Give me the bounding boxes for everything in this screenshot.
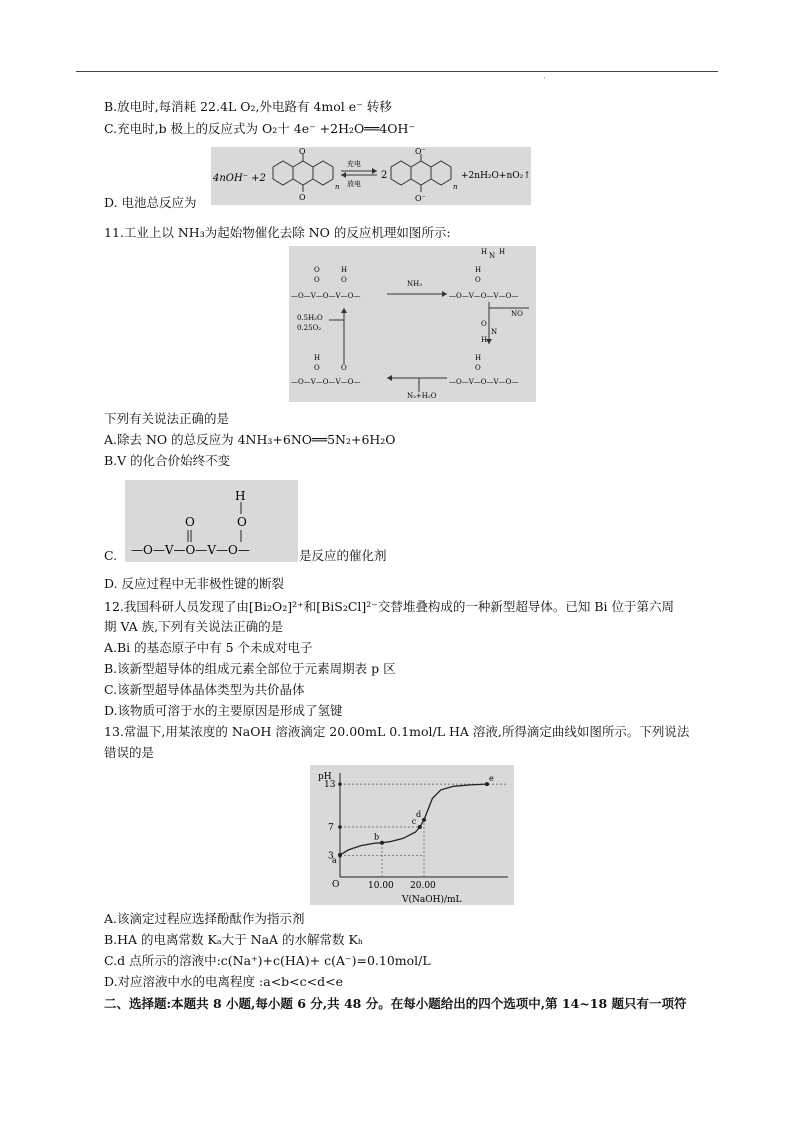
h2o-label: 0.5H₂O — [297, 314, 323, 322]
q12-stem-1: 12.我国科研人员发现了由[Bi₂O₂]²⁺和[BiS₂Cl]²⁻交替堆叠构成的一种新型超导体。已知 Bi 位于第六周 — [104, 599, 675, 614]
tl-o2: O — [314, 266, 320, 274]
q11-option-a: A.除去 NO 的总反应为 4NH₃+6NO══5N₂+6H₂O — [104, 432, 396, 447]
point-label-c: c — [411, 817, 417, 826]
q11-option-c-label: C. — [104, 548, 118, 563]
q13-option-a: A.该滴定过程应选择酚酞作为指示剂 — [104, 911, 305, 926]
left-n: n — [335, 183, 340, 191]
tl-chain: —O—V—O—V—O— — [291, 292, 361, 300]
q13-option-b: B.HA 的电离常数 Kₐ大于 NaA 的水解常数 Kₕ — [104, 932, 364, 947]
eq-left-text: 4nOH⁻ +2 — [213, 173, 266, 184]
y-tick-dot-7 — [338, 825, 342, 829]
no-label: NO — [511, 310, 523, 318]
x-tick-label-20: 20.00 — [410, 881, 436, 891]
q10-option-c: C.充电时,b 极上的反应式为 O₂十 4e⁻ +2H₂O══4OH⁻ — [104, 121, 416, 136]
q12-option-b: B.该新型超导体的组成元素全部位于元素周期表 p 区 — [104, 661, 396, 676]
point-b — [380, 841, 384, 845]
eq-right-tail: +2nH₂O+nO₂↑ — [461, 171, 531, 181]
right-coef: 2 — [381, 170, 388, 181]
q12-stem-2: 期 VA 族,下列有关说法正确的是 — [104, 619, 284, 634]
tr-h: H — [475, 266, 482, 274]
arrow-top-label: 充电 — [347, 160, 361, 168]
bl-o2: O — [341, 364, 347, 372]
y-tick-label-7: 7 — [328, 823, 334, 833]
q11-option-c-tail: 是反应的催化剂 — [299, 548, 387, 563]
mr-h: H — [481, 336, 488, 344]
q11-option-b: B.V 的化合价始终不变 — [104, 453, 231, 468]
q12-option-a: A.Bi 的基态原子中有 5 个未成对电子 — [104, 640, 313, 655]
q13-stem-1: 13.常温下,用某浓度的 NaOH 溶液滴定 20.00mL 0.1mol/L HA 溶液,所得滴定曲线如图所示。下列说法 — [104, 724, 690, 739]
left-molecule — [273, 154, 333, 192]
q13-titration-chart — [310, 765, 514, 905]
q10-equation-svg — [211, 147, 531, 205]
q10-equation-figure — [211, 147, 531, 205]
q11-ask: 下列有关说法正确的是 — [104, 411, 230, 426]
bl-o: O — [314, 364, 320, 372]
o2-label: 0.25O₂ — [297, 324, 322, 332]
tr-n: N — [489, 252, 496, 260]
y-tick-dot-13 — [338, 782, 342, 786]
y-tick-label-13: 13 — [324, 780, 336, 791]
tr-chain: —O—V—O—V—O— — [449, 292, 519, 300]
right-top-o: O⁻ — [415, 147, 426, 156]
q13-option-d: D.对应溶液中水的电离程度 :a<b<c<d<e — [104, 974, 343, 989]
q11-mechanism-figure — [289, 246, 536, 402]
titration-chart-svg — [310, 765, 514, 905]
bl-h: H — [314, 354, 321, 362]
section-2-heading: 二、选择题:本题共 8 小题,每小题 6 分,共 48 分。在每小题给出的四个选项中,第 14~18 题只有一项符 — [104, 996, 687, 1011]
tr-h3: H — [499, 248, 506, 256]
chart-origin: O — [332, 880, 340, 890]
q11-option-c-figure — [125, 480, 298, 562]
q12-option-c: C.该新型超导体晶体类型为共价晶体 — [104, 682, 305, 697]
tl-h: H — [341, 266, 348, 274]
mr-o: O — [481, 320, 487, 328]
q10-option-d-label: D. 电池总反应为 — [104, 195, 197, 210]
point-d — [422, 818, 426, 822]
arrow-bottom-label: 放电 — [347, 180, 361, 188]
c-chain: —O—V—O—V—O— — [131, 543, 250, 557]
right-bottom-o: O⁻ — [415, 194, 426, 203]
q11-stem: 11.工业上以 NH₃为起始物催化去除 NO 的反应机理如图所示: — [104, 225, 451, 240]
br-h: H — [475, 354, 482, 362]
c-o-left: O — [185, 515, 195, 529]
br-chain: —O—V—O—V—O— — [449, 378, 519, 386]
tr-h2: H — [481, 248, 488, 256]
bl-chain: —O—V—O—V—O— — [291, 378, 361, 386]
c-o-right: O — [237, 515, 247, 529]
y-tick-label-3: 3 — [328, 851, 334, 862]
tl-o3: O — [341, 276, 347, 284]
q12-option-d: D.该物质可溶于水的主要原因是形成了氢键 — [104, 703, 343, 718]
q10-option-b: B.放电时,每消耗 22.4L O₂,外电路有 4mol e⁻ 转移 — [104, 99, 392, 114]
point-label-a: a — [332, 855, 337, 865]
left-top-o: O — [299, 147, 306, 156]
header-rule — [76, 71, 718, 72]
q13-option-c: C.d 点所示的溶液中:c(Na⁺)+c(HA)+ c(A⁻)=0.10mol/L — [104, 953, 431, 968]
tr-o: O — [475, 276, 481, 284]
point-a — [338, 853, 342, 857]
n2-label: N₂+H₂O — [407, 392, 437, 400]
chart-xlabel: V(NaOH)/mL — [402, 895, 462, 905]
br-o: O — [475, 364, 481, 372]
point-label-b: b — [374, 832, 380, 842]
point-c — [418, 825, 422, 829]
tl-o1: O — [314, 276, 320, 284]
right-molecule — [391, 154, 451, 192]
q11-c-svg — [125, 480, 298, 562]
q13-stem-2: 错误的是 — [104, 745, 155, 760]
nh3-label: NH₃ — [407, 280, 423, 288]
point-label-d: d — [416, 809, 422, 819]
left-bottom-o: O — [299, 193, 306, 202]
point-label-e: e — [489, 774, 494, 784]
header-dot: · — [543, 74, 546, 83]
right-n: n — [453, 183, 458, 191]
chart-ylabel: pH — [318, 772, 332, 782]
q11-mechanism-svg — [289, 246, 536, 402]
c-h: H — [235, 489, 246, 503]
x-tick-label-10: 10.00 — [368, 881, 394, 891]
mr-n: N — [491, 328, 498, 336]
q11-option-d: D. 反应过程中无非极性键的断裂 — [104, 576, 285, 591]
